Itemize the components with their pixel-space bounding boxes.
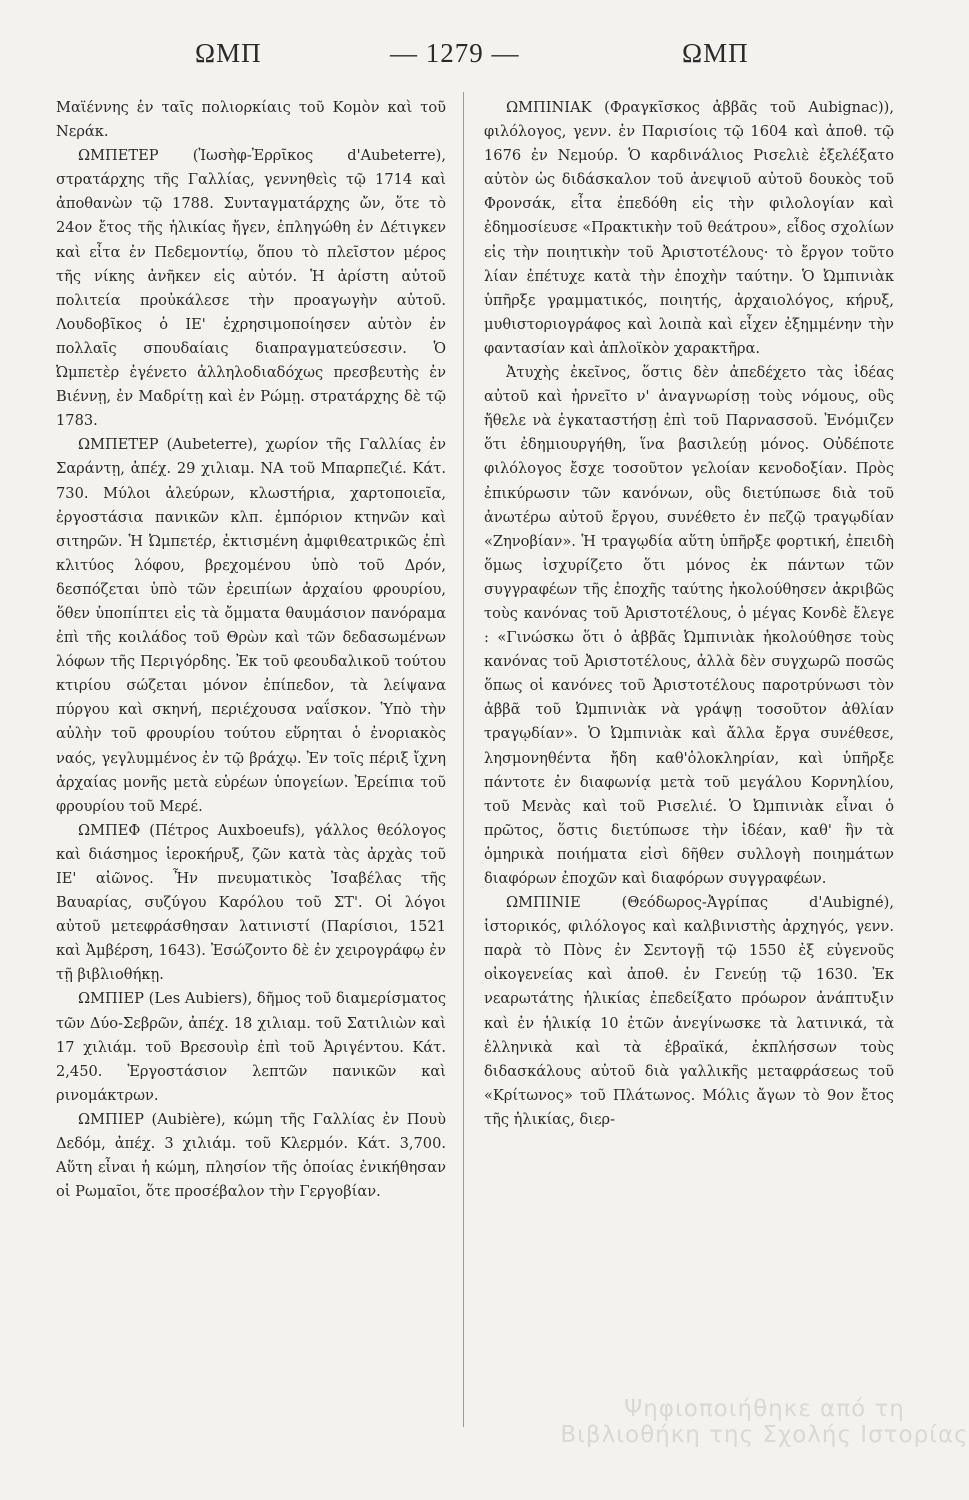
entry-paragraph: ΩΜΠΙΝΙΑΚ (Φραγκῖσκος ἀββᾶς τοῦ Aubignac)), φιλόλογος, γενν. ἐν Παρισίοις τῷ 1604 καὶ ἀποθ. τῷ 1676 ἐν Νεμούρ. Ὁ καρδινάλιος Ρισελιὲ ἐξελέξατο αὐτὸν ὡς διδάσκαλον τοῦ ἀνεψιοῦ αὐτοῦ δουκὸς τοῦ Φρονσάκ, εἶτα ἐπεδόθη εἰς τὴν φιλολογίαν καὶ ἐδημοσίευσε «Πρακτικὴν τοῦ θεάτρου», εἶδος σχολίων εἰς τὴν ποιητικὴν τοῦ Ἀριστοτέλους· τὸ ἔργον τοῦτο λίαν ἐπέτυχε κατὰ τὴν ἐποχὴν ταύτην. Ὁ Ὠμπινιὰκ ὑπῆρξε γραμματικός, ποιητής, ἀρχαιολόγος, κήρυξ, μυθιστοριογράφος καὶ λοιπὰ καὶ εἶχεν ἐξημμένην τὴν φαντασίαν καὶ ἁπλοϊκὸν χαρακτῆρα. — [484, 99, 894, 357]
entry-paragraph: ΩΜΠΕΦ (Πέτρος Auxboeufs), γάλλος θεόλογος καὶ διάσημος ἱεροκήρυξ, ζῶν κατὰ τὰς ἀρχὰς τοῦ ΙΕ' αἰῶνος. Ἦν πνευματικὸς Ἰσαβέλας τῆς Βαυαρίας, συζύγου Καρόλου τοῦ ΣΤ'. Οἱ λόγοι αὐτοῦ μετεφράσθησαν λατινιστί (Παρίσιοι, 1521 καὶ Ἀμβέρση, 1643). Ἐσώζοντο δὲ ἐν χειρογράφῳ ἐν τῇ βιβλιοθήκῃ. — [56, 821, 446, 984]
header-left-guide-word: ΩΜΠ — [195, 38, 262, 68]
column-divider — [463, 92, 464, 1427]
right-column — [484, 96, 894, 1132]
entry-paragraph: ΩΜΠΕΤΕΡ (Aubeterre), χωρίον τῆς Γαλλίας ἐν Σαράντῃ, ἀπέχ. 29 χιλιαμ. ΝΑ τοῦ Μπαρπεζιέ. Κάτ. 730. Μύλοι ἀλεύρων, κλωστήρια, χαρτοποιεῖα, ἐργοστάσια πανικῶν κλπ. ἐμπόριον κτηνῶν καὶ σιτηρῶν. Ἡ Ὠμπετέρ, ἐκτισμένη ἀμφιθεατρικῶς ἐπὶ κλιτύος λόφου, βρεχομένου ὑπὸ τοῦ Δρόν, δεσπόζεται ὑπὸ τῶν ἐρειπίων ἀρχαίου φρουρίου, ὅθεν ὑποπίπτει εἰς τὰ ὄμματα θαυμάσιον πανόραμα ἐπὶ τῆς κοιλάδος τοῦ Θρὼν καὶ τῶν δεδασωμένων λόφων τῆς Περιγόρδης. Ἐκ τοῦ φεουδαλικοῦ τούτου κτιρίου σώζεται μόνον ἐπίπεδον, τὰ λείψανα πύργου καὶ σκηνή, περιέχουσα ναΐσκον. Ὑπὸ τὴν αὐλὴν τοῦ φρουρίου τούτου εὕρηται ὁ ἐνοριακὸς ναός, γεγλυμμένος ἐν τῷ βράχῳ. Ἐν τοῖς πέριξ ἴχνη ἀρχαίας μονῆς μετὰ εὑρέων ὑπογείων. Ἐρείπια τοῦ φρουρίου τοῦ Μερέ. — [56, 436, 446, 815]
entry-paragraph: Μαϊέννης ἐν ταῖς πολιορκίαις τοῦ Κομὸν καὶ τοῦ Νεράκ. — [56, 99, 446, 141]
header-right-guide-word: ΩΜΠ — [682, 38, 749, 68]
entry-paragraph: Ἀτυχὴς ἐκεῖνος, ὅστις δὲν ἀπεδέχετο τὰς ἰδέας αὐτοῦ καὶ ἠρνεῖτο ν' ἀναγνωρίσῃ τοὺς νόμους, οὓς ἤθελε νὰ ἐγκαταστήσῃ ἐπὶ τοῦ Παρνασσοῦ. Ἐνόμιζεν ὅτι ἐδημιουργήθη, ἵνα βασιλεύῃ μόνος. Οὐδέποτε φιλόλογος ἔσχε τοσοῦτον γελοίαν κενοδοξίαν. Πρὸς ἐπικύρωσιν τῶν κανόνων, οὓς διετύπωσε διὰ τοῦ ἀνωτέρω αὐτοῦ ἔργου, συνέθετο ἐν πεζῷ τραγῳδίαν «Ζηνοβίαν». Ἡ τραγῳδία αὕτη ὑπῆρξε φορτική, ἐπειδὴ ὅμως ἰσχυρίζετο ὅτι μόνος ἐκ πάντων τῶν συγγραφέων τῆς ἐποχῆς ταύτης ἠκολούθησεν ἀκριβῶς τοὺς κανόνας τοῦ Ἀριστοτέλους, ὁ μέγας Κονδὲ ἔλεγε : «Γινώσκω ὅτι ὁ ἀββᾶς Ὠμπινιὰκ ἠκολούθησε τοὺς κανόνας τοῦ Ἀριστοτέλους, ἀλλὰ δὲν συγχωρῶ ποσῶς ὅπως οἱ κανόνες τοῦ Ἀριστοτέλους παροτρύνωσι τὸν ἀββᾶ τοῦ Ὠμπινιὰκ νὰ γράψῃ τοσοῦτον ἀθλίαν τραγῳδίαν». Ὁ Ὠμπινιὰκ καὶ ἄλλα ἔργα συνέθεσε, λησμονηθέντα ἤδη καθ'ὁλοκληρίαν, καὶ ὑπῆρξε πάντοτε ἐν διαφωνίᾳ μετὰ τοῦ μεγάλου Κορνηλίου, τοῦ Μενὰς καὶ τοῦ Ρισελιέ. Ὁ Ὠμπινιὰκ εἶναι ὁ πρῶτος, ὅστις διετύπωσε τὴν ἰδέαν, καθ' ἣν τὰ ὁμηρικὰ ποιήματα εἰσὶ δῆθεν συλλογὴ ποιημάτων διαφόρων ἐποχῶν καὶ διαφόρων συγγραφέων. — [484, 364, 894, 887]
page-number: — 1279 — — [390, 38, 520, 68]
entry-paragraph: ΩΜΠΙΕΡ (Aubière), κώμη τῆς Γαλλίας ἐν Πουὺ Δεδόμ, ἀπέχ. 3 χιλιάμ. τοῦ Κλερμόν. Κάτ. 3,700. Αὕτη εἶναι ἡ κώμη, πλησίον τῆς ὁποίας ἐνικήθησαν οἱ Ρωμαῖοι, ὅτε προσέβαλον τὴν Γεργοβίαν. — [56, 1110, 446, 1201]
page-header — [60, 38, 920, 78]
entry-paragraph: ΩΜΠΙΕΡ (Les Aubiers), δῆμος τοῦ διαμερίσματος τῶν Δύο-Σεβρῶν, ἀπέχ. 18 χιλιαμ. τοῦ Σατιλιὼν καὶ 17 χιλιάμ. τοῦ Βρεσουὶρ ἐπὶ τοῦ Ἀριγέντου. Κάτ. 2,450. Ἐργοστάσιον λεπτῶν πανικῶν καὶ ρινομάκτρων. — [56, 990, 446, 1104]
entry-paragraph: ΩΜΠΙΝΙΕ (Θεόδωρος-Ἀγρίπας d'Aubigné), ἱστορικός, φιλόλογος καὶ καλβινιστὴς ἀρχηγός, γενν. παρὰ τὸ Πὸνς ἐν Σεντογῇ τῷ 1550 ἐξ εὐγενοῦς οἰκογενείας καὶ ἀποθ. ἐν Γενεύῃ τῷ 1630. Ἐκ νεαρωτάτης ἡλικίας ἐπεδείξατο πρόωρον ἀνάπτυξιν καὶ ἐν ἡλικίᾳ 10 ἐτῶν ἀνεγίνωσκε τὰ λατινικά, τὰ ἑλληνικὰ καὶ τὰ ἑβραϊκά, ἐκπλήσσων τοὺς διδασκάλους αὐτοῦ διὰ γαλλικῆς μεταφράσεως τοῦ «Κρίτωνος» τοῦ Πλάτωνος. Μόλις ἄγων τὸ 9ον ἔτος τῆς ἡλικίας, διερ- — [484, 894, 894, 1128]
entry-paragraph: ΩΜΠΕΤΕΡ (Ἰωσὴφ-Ἐρρῖκος d'Aubeterre), στρατάρχης τῆς Γαλλίας, γεννηθεὶς τῷ 1714 καὶ ἀποθανὼν τῷ 1788. Συνταγματάρχης ὤν, ὅτε τὸ 24ον ἔτος τῆς ἡλικίας ἤγεν, ἐπληγώθη ἐν Δέτιγκεν καὶ εἶτα ἐν Πεδεμοντίῳ, ὅπου τὸ πλεῖστον μέρος τῆς νίκης ἀνῆκεν εἰς αὐτόν. Ἡ ἀρίστη αὐτοῦ πολιτεία προὐκάλεσε τὴν προαγωγὴν αὐτοῦ. Λουδοβῖκος ὁ ΙΕ' ἐχρησιμοποίησεν αὐτὸν ἐν πολλαῖς σπουδαίαις διαπραγματεύσεσιν. Ὁ Ὠμπετὲρ ἐγένετο ἀλληλοδιαδόχως πρεσβευτὴς ἐν Βιέννῃ, ἐν Μαδρίτῃ καὶ ἐν Ρώμῃ. στρατάρχης δὲ τῷ 1783. — [56, 147, 446, 430]
left-column — [56, 96, 446, 1204]
library-watermark: Ψηφιοποιήθηκε από τη Βιβλιοθήκη της Σχολής Ιστορίας — [560, 1396, 969, 1448]
